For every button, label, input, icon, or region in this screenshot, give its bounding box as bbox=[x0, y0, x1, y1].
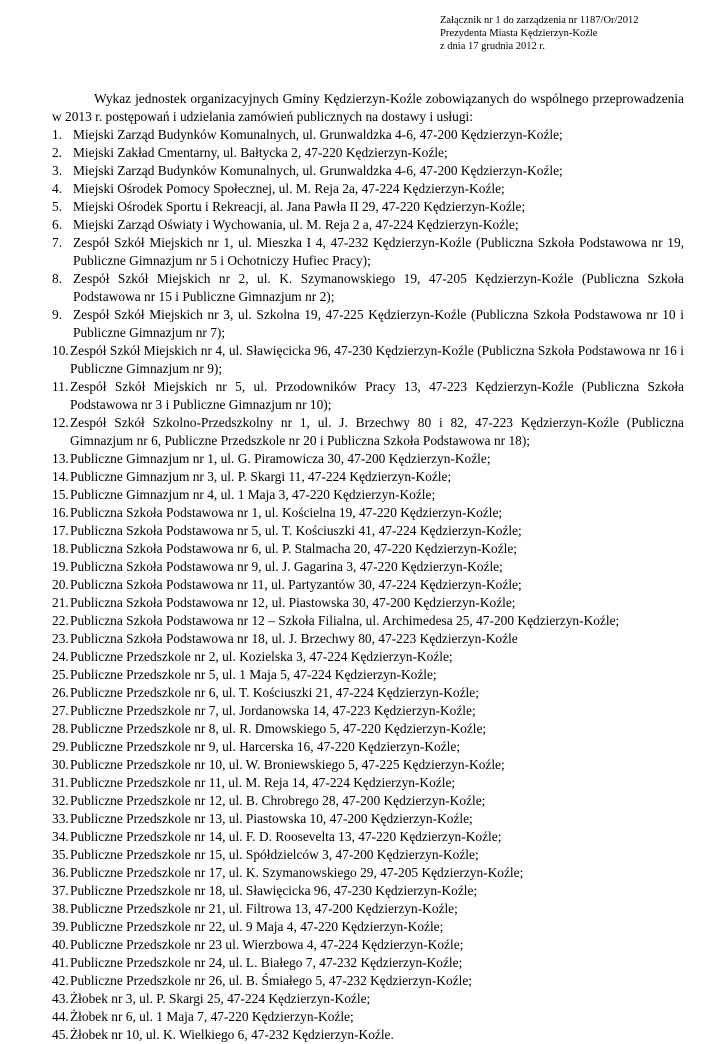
list-item bbox=[52, 234, 684, 270]
list-item-text: Zespół Szkół Miejskich nr 5, ul. Przodowników Pracy 13, 47-223 Kędzierzyn-Koźle (Publiczna Szkoła Podstawowa nr 3 i Publiczne Gimnazjum nr 10); bbox=[70, 379, 684, 412]
list-item-number: 26. bbox=[52, 685, 69, 700]
list-item bbox=[52, 486, 684, 504]
attachment-note bbox=[440, 14, 710, 53]
list-item-number: 18. bbox=[52, 541, 69, 556]
list-item-text: Publiczna Szkoła Podstawowa nr 18, ul. J. Brzechwy 80, 47-223 Kędzierzyn-Koźle bbox=[70, 631, 518, 646]
list-item-text: Miejski Ośrodek Sportu i Rekreacji, al. Jana Pawła II 29, 47-220 Kędzierzyn-Koźle; bbox=[73, 199, 526, 214]
list-item-number: 19. bbox=[52, 559, 69, 574]
list-item-number: 6. bbox=[52, 217, 63, 232]
list-item-number: 30. bbox=[52, 757, 69, 772]
list-item-text: Publiczne Gimnazjum nr 1, ul. G. Piramowicza 30, 47-200 Kędzierzyn-Koźle; bbox=[70, 451, 491, 466]
list-item-text: Żłobek nr 6, ul. 1 Maja 7, 47-220 Kędzierzyn-Koźle; bbox=[70, 1009, 354, 1024]
list-item bbox=[52, 936, 684, 954]
list-item-number: 25. bbox=[52, 667, 69, 682]
list-item-text: Publiczne Gimnazjum nr 3, ul. P. Skargi 11, 47-224 Kędzierzyn-Koźle; bbox=[70, 469, 452, 484]
list-item-text: Publiczne Przedszkole nr 9, ul. Harcerska 16, 47-220 Kędzierzyn-Koźle; bbox=[70, 739, 461, 754]
list-item-text: Miejski Zarząd Budynków Komunalnych, ul. Grunwaldzka 4-6, 47-200 Kędzierzyn-Koźle; bbox=[73, 127, 563, 142]
list-item bbox=[52, 342, 684, 378]
list-item bbox=[52, 558, 684, 576]
list-item-text: Publiczna Szkoła Podstawowa nr 6, ul. P. Stalmacha 20, 47-220 Kędzierzyn-Koźle; bbox=[70, 541, 517, 556]
list-item-number: 38. bbox=[52, 901, 69, 916]
list-item-number: 13. bbox=[52, 451, 69, 466]
list-item-number: 1. bbox=[52, 127, 63, 142]
list-item-text: Publiczne Przedszkole nr 12, ul. B. Chrobrego 28, 47-200 Kędzierzyn-Koźle; bbox=[70, 793, 486, 808]
list-item bbox=[52, 792, 684, 810]
list-item-text: Zespół Szkół Miejskich nr 4, ul. Sławięcicka 96, 47-230 Kędzierzyn-Koźle (Publiczna Szkoła Podstawowa nr 16 i Publiczne Gimnazjum nr 9); bbox=[70, 343, 684, 376]
list-item-text: Publiczne Przedszkole nr 7, ul. Jordanowska 14, 47-223 Kędzierzyn-Koźle; bbox=[70, 703, 476, 718]
attachment-note-line: z dnia 17 grudnia 2012 r. bbox=[440, 41, 545, 52]
list-item-number: 21. bbox=[52, 595, 69, 610]
unit-list bbox=[52, 126, 684, 1044]
list-item-number: 31. bbox=[52, 775, 69, 790]
list-item-text: Miejski Zakład Cmentarny, ul. Bałtycka 2, 47-220 Kędzierzyn-Koźle; bbox=[73, 145, 448, 160]
list-item-text: Publiczna Szkoła Podstawowa nr 1, ul. Kościelna 19, 47-220 Kędzierzyn-Koźle; bbox=[70, 505, 503, 520]
list-item bbox=[52, 450, 684, 468]
list-item-number: 11. bbox=[52, 379, 69, 394]
list-item-number: 29. bbox=[52, 739, 69, 754]
list-item-number: 44. bbox=[52, 1009, 69, 1024]
list-item-number: 22. bbox=[52, 613, 69, 628]
list-item-text: Publiczne Przedszkole nr 17, ul. K. Szymanowskiego 29, 47-205 Kędzierzyn-Koźle; bbox=[70, 865, 524, 880]
list-item-text: Publiczna Szkoła Podstawowa nr 11, ul. Partyzantów 30, 47-224 Kędzierzyn-Koźle; bbox=[70, 577, 522, 592]
list-item-text: Publiczne Przedszkole nr 14, ul. F. D. Roosevelta 13, 47-220 Kędzierzyn-Koźle; bbox=[70, 829, 502, 844]
document-body bbox=[52, 90, 684, 1044]
list-item bbox=[52, 1008, 684, 1026]
list-item-text: Zespół Szkół Miejskich nr 2, ul. K. Szymanowskiego 19, 47-205 Kędzierzyn-Koźle (Publiczna Szkoła Podstawowa nr 15 i Publiczne Gimnazjum nr 2); bbox=[73, 271, 684, 304]
list-item-number: 20. bbox=[52, 577, 69, 592]
list-item-number: 37. bbox=[52, 883, 69, 898]
list-item bbox=[52, 162, 684, 180]
list-item-number: 39. bbox=[52, 919, 69, 934]
list-item bbox=[52, 648, 684, 666]
list-item bbox=[52, 144, 684, 162]
attachment-note-line: Prezydenta Miasta Kędzierzyn-Koźle bbox=[440, 28, 598, 39]
list-item-number: 17. bbox=[52, 523, 69, 538]
list-item bbox=[52, 378, 684, 414]
list-item bbox=[52, 666, 684, 684]
list-item bbox=[52, 774, 684, 792]
list-item bbox=[52, 630, 684, 648]
list-item-number: 16. bbox=[52, 505, 69, 520]
list-item-text: Zespół Szkół Miejskich nr 1, ul. Mieszka I 4, 47-232 Kędzierzyn-Koźle (Publiczna Szkoła Podstawowa nr 19, Publiczne Gimnazjum nr 5 i Ochotniczy Hufiec Pracy); bbox=[73, 235, 684, 268]
list-item-number: 35. bbox=[52, 847, 69, 862]
list-item bbox=[52, 954, 684, 972]
list-item-text: Zespół Szkół Miejskich nr 3, ul. Szkolna 19, 47-225 Kędzierzyn-Koźle (Publiczna Szkoła Podstawowa nr 10 i Publiczne Gimnazjum nr 7); bbox=[73, 307, 684, 340]
list-item-text: Miejski Zarząd Oświaty i Wychowania, ul. M. Reja 2 a, 47-224 Kędzierzyn-Koźle; bbox=[73, 217, 519, 232]
list-item-number: 36. bbox=[52, 865, 69, 880]
list-item-text: Zespół Szkół Szkolno-Przedszkolny nr 1, ul. J. Brzechwy 80 i 82, 47-223 Kędzierzyn-Koźle (Publiczna Gimnazjum nr 6, Publiczne Przedszkole nr 20 i Publiczna Szkoła Podstawowa nr 18); bbox=[70, 415, 684, 448]
list-item-number: 23. bbox=[52, 631, 69, 646]
list-item bbox=[52, 594, 684, 612]
list-item bbox=[52, 828, 684, 846]
list-item-text: Żłobek nr 10, ul. K. Wielkiego 6, 47-232 Kędzierzyn-Koźle. bbox=[70, 1027, 394, 1042]
list-item-number: 45. bbox=[52, 1027, 69, 1042]
list-item-text: Publiczne Przedszkole nr 23 ul. Wierzbowa 4, 47-224 Kędzierzyn-Koźle; bbox=[70, 937, 464, 952]
list-item bbox=[52, 864, 684, 882]
list-item-number: 24. bbox=[52, 649, 69, 664]
list-item-number: 33. bbox=[52, 811, 69, 826]
list-item bbox=[52, 306, 684, 342]
list-item-number: 15. bbox=[52, 487, 69, 502]
intro-paragraph: Wykaz jednostek organizacyjnych Gminy Kędzierzyn-Koźle zobowiązanych do wspólnego przeprowadzenia w 2013 r. postępowań i udzielania zamówień publicznych na dostawy i usługi: bbox=[52, 91, 684, 124]
list-item-number: 34. bbox=[52, 829, 69, 844]
list-item bbox=[52, 612, 684, 630]
list-item-text: Publiczne Gimnazjum nr 4, ul. 1 Maja 3, 47-220 Kędzierzyn-Koźle; bbox=[70, 487, 436, 502]
list-item bbox=[52, 468, 684, 486]
list-item bbox=[52, 414, 684, 450]
list-item bbox=[52, 684, 684, 702]
list-item bbox=[52, 1026, 684, 1044]
list-item bbox=[52, 720, 684, 738]
list-item-text: Publiczne Przedszkole nr 2, ul. Kozielska 3, 47-224 Kędzierzyn-Koźle; bbox=[70, 649, 453, 664]
list-item bbox=[52, 738, 684, 756]
list-item bbox=[52, 522, 684, 540]
list-item-text: Publiczne Przedszkole nr 11, ul. M. Reja 14, 47-224 Kędzierzyn-Koźle; bbox=[70, 775, 456, 790]
list-item bbox=[52, 216, 684, 234]
list-item-text: Publiczne Przedszkole nr 6, ul. T. Kościuszki 21, 47-224 Kędzierzyn-Koźle; bbox=[70, 685, 479, 700]
list-item-number: 27. bbox=[52, 703, 69, 718]
list-item-text: Miejski Ośrodek Pomocy Społecznej, ul. M. Reja 2a, 47-224 Kędzierzyn-Koźle; bbox=[73, 181, 505, 196]
list-item bbox=[52, 810, 684, 828]
list-item-text: Publiczne Przedszkole nr 18, ul. Sławięcicka 96, 47-230 Kędzierzyn-Koźle; bbox=[70, 883, 478, 898]
list-item-number: 41. bbox=[52, 955, 69, 970]
list-item-number: 40. bbox=[52, 937, 69, 952]
list-item-text: Publiczne Przedszkole nr 5, ul. 1 Maja 5, 47-224 Kędzierzyn-Koźle; bbox=[70, 667, 437, 682]
list-item-number: 12. bbox=[52, 415, 69, 430]
list-item-number: 32. bbox=[52, 793, 69, 808]
list-item bbox=[52, 846, 684, 864]
list-item-text: Publiczne Przedszkole nr 15, ul. Spółdzielców 3, 47-200 Kędzierzyn-Koźle; bbox=[70, 847, 479, 862]
list-item bbox=[52, 990, 684, 1008]
list-item-text: Publiczne Przedszkole nr 13, ul. Piastowska 10, 47-200 Kędzierzyn-Koźle; bbox=[70, 811, 473, 826]
list-item-number: 4. bbox=[52, 181, 63, 196]
list-item-number: 42. bbox=[52, 973, 69, 988]
list-item-text: Publiczna Szkoła Podstawowa nr 9, ul. J. Gagarina 3, 47-220 Kędzierzyn-Koźle; bbox=[70, 559, 503, 574]
list-item-number: 14. bbox=[52, 469, 69, 484]
list-item-text: Publiczne Przedszkole nr 24, ul. L. Białego 7, 47-232 Kędzierzyn-Koźle; bbox=[70, 955, 463, 970]
list-item-number: 7. bbox=[52, 235, 63, 250]
list-item-number: 2. bbox=[52, 145, 63, 160]
list-item-number: 9. bbox=[52, 307, 63, 322]
list-item bbox=[52, 198, 684, 216]
list-item-text: Publiczna Szkoła Podstawowa nr 5, ul. T. Kościuszki 41, 47-224 Kędzierzyn-Koźle; bbox=[70, 523, 522, 538]
list-item-text: Publiczna Szkoła Podstawowa nr 12, ul. Piastowska 30, 47-200 Kędzierzyn-Koźle; bbox=[70, 595, 516, 610]
list-item-text: Publiczne Przedszkole nr 10, ul. W. Broniewskiego 5, 47-225 Kędzierzyn-Koźle; bbox=[70, 757, 505, 772]
list-item bbox=[52, 756, 684, 774]
list-item-text: Miejski Zarząd Budynków Komunalnych, ul. Grunwaldzka 4-6, 47-200 Kędzierzyn-Koźle; bbox=[73, 163, 563, 178]
list-item-text: Publiczne Przedszkole nr 8, ul. R. Dmowskiego 5, 47-220 Kędzierzyn-Koźle; bbox=[70, 721, 487, 736]
list-item bbox=[52, 882, 684, 900]
list-item-number: 3. bbox=[52, 163, 63, 178]
list-item bbox=[52, 702, 684, 720]
list-item-text: Publiczna Szkoła Podstawowa nr 12 – Szkoła Filialna, ul. Archimedesa 25, 47-200 Kędzierzyn-Koźle; bbox=[70, 613, 620, 628]
list-item-number: 43. bbox=[52, 991, 69, 1006]
list-item bbox=[52, 180, 684, 198]
list-item-text: Żłobek nr 3, ul. P. Skargi 25, 47-224 Kędzierzyn-Koźle; bbox=[70, 991, 371, 1006]
list-item-number: 10. bbox=[52, 343, 69, 358]
list-item bbox=[52, 576, 684, 594]
list-item-number: 8. bbox=[52, 271, 63, 286]
list-item bbox=[52, 270, 684, 306]
list-item bbox=[52, 540, 684, 558]
list-item-text: Publiczne Przedszkole nr 26, ul. B. Śmiałego 5, 47-232 Kędzierzyn-Koźle; bbox=[70, 973, 472, 988]
list-item bbox=[52, 126, 684, 144]
list-item-number: 28. bbox=[52, 721, 69, 736]
list-item-number: 5. bbox=[52, 199, 63, 214]
list-item bbox=[52, 918, 684, 936]
list-item bbox=[52, 900, 684, 918]
attachment-note-line: Załącznik nr 1 do zarządzenia nr 1187/Or/2012 bbox=[440, 15, 639, 26]
list-item bbox=[52, 972, 684, 990]
list-item bbox=[52, 504, 684, 522]
list-item-text: Publiczne Przedszkole nr 22, ul. 9 Maja 4, 47-220 Kędzierzyn-Koźle; bbox=[70, 919, 444, 934]
list-item-text: Publiczne Przedszkole nr 21, ul. Filtrowa 13, 47-200 Kędzierzyn-Koźle; bbox=[70, 901, 458, 916]
